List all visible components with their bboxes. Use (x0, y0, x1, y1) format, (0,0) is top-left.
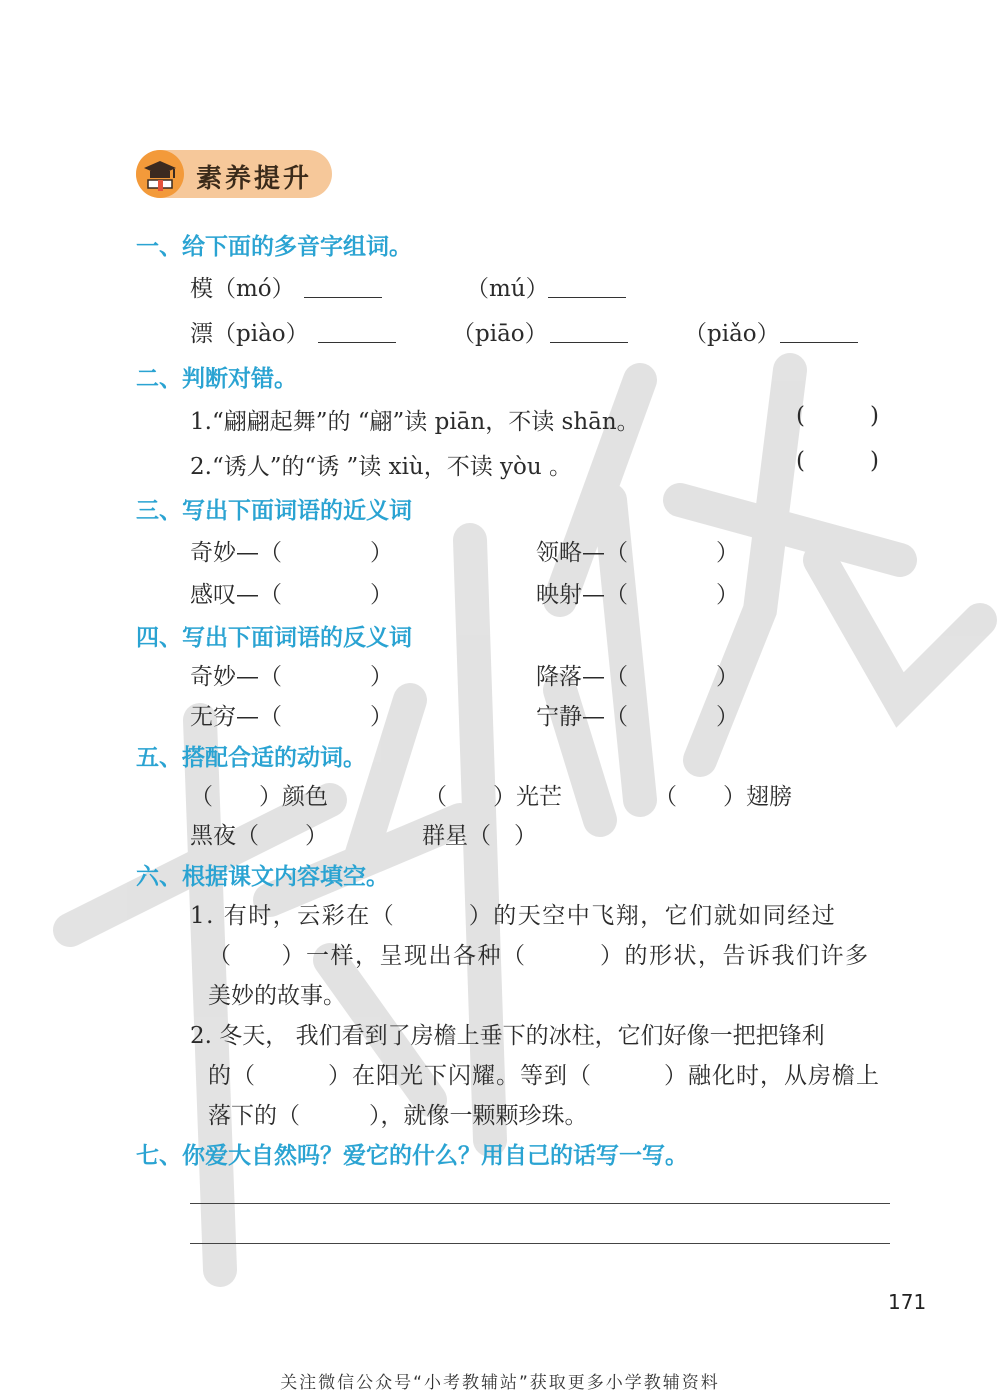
verb-match-item: （ ）光芒 (424, 784, 562, 810)
antonym-item: 无穷—（ (190, 704, 282, 730)
synonym-item: 奇妙—（ (190, 540, 282, 566)
paren-close: ） (370, 664, 393, 690)
answer-blank[interactable] (550, 342, 628, 343)
judge-question-1: 1.“翩翩起舞”的 “翩”读 piān，不读 shān。 (190, 409, 640, 435)
fill-text-line: 落下的（ ），就像一颗颗珍珠。 (208, 1103, 588, 1129)
paren-close: ） (716, 704, 739, 730)
synonym-item: 映射—（ (536, 582, 628, 608)
verb-match-item: 群星（ ） (422, 823, 537, 849)
paren-close: ） (716, 664, 739, 690)
judge-paren-open[interactable]: ( (796, 403, 805, 429)
fill-text-line: （ ）一样，呈现出各种（ ）的形状，告诉我们许多 (208, 943, 870, 969)
writing-line[interactable] (190, 1243, 890, 1244)
page-number: 171 (888, 1290, 927, 1314)
word-piao3: （piǎo） (684, 321, 780, 347)
antonym-item: 降落—（ (536, 664, 628, 690)
judge-paren-open[interactable]: ( (796, 448, 805, 474)
answer-blank[interactable] (304, 297, 382, 298)
verb-match-item: （ ）颜色 (190, 784, 328, 810)
judge-paren-close: ) (870, 448, 879, 474)
badge-title: 素养提升 (196, 164, 313, 194)
footer-note: 关注微信公众号“小考教辅站”获取更多小学教辅资料 (280, 1373, 720, 1393)
answer-blank[interactable] (318, 342, 396, 343)
fill-text-line: 美妙的故事。 (208, 983, 346, 1009)
section-heading-5: 五、搭配合适的动词。 (136, 745, 366, 771)
synonym-item: 感叹—（ (190, 582, 282, 608)
paren-close: ） (370, 704, 393, 730)
section-heading-4: 四、写出下面词语的反义词 (136, 625, 412, 651)
word-piao1: （piāo） (452, 321, 548, 347)
fill-text-line: 1. 有时，云彩在（ ）的天空中飞翔，它们就如同经过 (190, 903, 837, 929)
fill-text-line: 的（ ）在阳光下闪耀。等到（ ）融化时，从房檐上 (208, 1063, 880, 1089)
word-mu: （mú） (466, 276, 549, 302)
paren-close: ） (716, 540, 739, 566)
section-heading-1: 一、给下面的多音字组词。 (136, 234, 412, 260)
paren-close: ） (370, 582, 393, 608)
section-heading-7: 七、你爱大自然吗？爱它的什么？用自己的话写一写。 (136, 1143, 688, 1169)
answer-blank[interactable] (548, 297, 626, 298)
word-mo: 模（mó） (190, 276, 295, 302)
section-heading-3: 三、写出下面词语的近义词 (136, 498, 412, 524)
fill-text-line: 2. 冬天， 我们看到了房檐上垂下的冰柱，它们好像一把把锋利 (190, 1023, 825, 1049)
judge-paren-close: ) (870, 403, 879, 429)
antonym-item: 宁静—（ (536, 704, 628, 730)
word-piao4: 漂（piào） (190, 321, 309, 347)
antonym-item: 奇妙—（ (190, 664, 282, 690)
verb-match-item: 黑夜（ ） (190, 823, 328, 849)
paren-close: ） (370, 540, 393, 566)
writing-line[interactable] (190, 1203, 890, 1204)
paren-close: ） (716, 582, 739, 608)
section-heading-6: 六、根据课文内容填空。 (136, 864, 389, 890)
answer-blank[interactable] (780, 342, 858, 343)
judge-question-2: 2.“诱人”的“诱 ”读 xiù，不读 yòu 。 (190, 454, 573, 480)
section-heading-2: 二、判断对错。 (136, 366, 297, 392)
graduation-cap-book-icon (136, 150, 184, 198)
synonym-item: 领略—（ (536, 540, 628, 566)
badge-icon-circle (136, 150, 184, 198)
verb-match-item: （ ）翅膀 (654, 784, 792, 810)
